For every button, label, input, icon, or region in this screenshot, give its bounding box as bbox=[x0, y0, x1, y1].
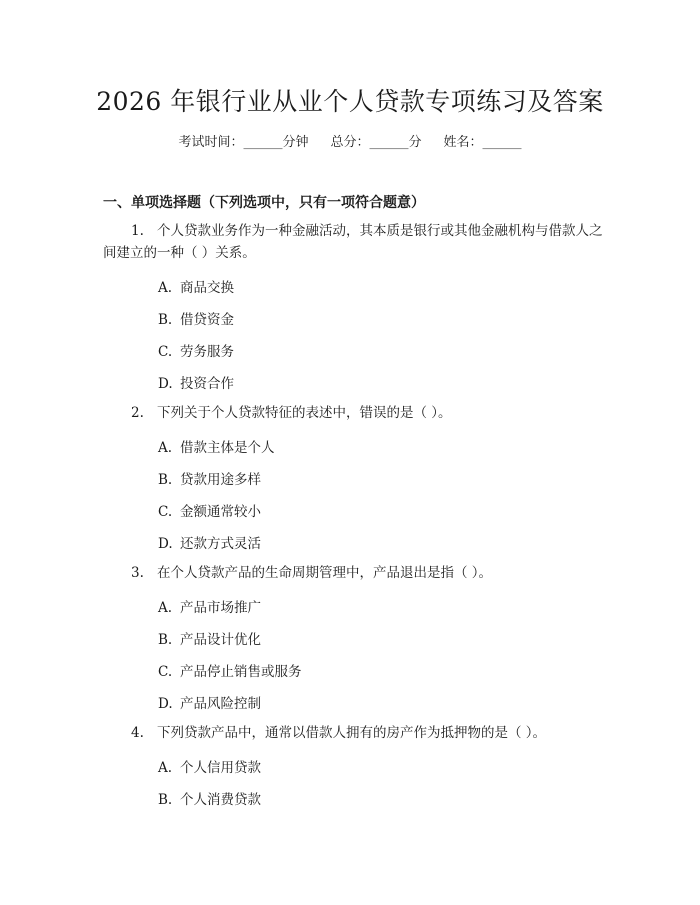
option-text: 个人信用贷款 bbox=[180, 760, 261, 776]
option-letter: D. bbox=[158, 376, 173, 392]
option-1d bbox=[158, 372, 234, 392]
option-letter: A. bbox=[158, 280, 173, 296]
question-4 bbox=[103, 722, 603, 744]
option-text: 贷款用途多样 bbox=[180, 472, 261, 488]
option-text: 借贷资金 bbox=[180, 312, 234, 328]
option-1a bbox=[158, 276, 234, 296]
question-3 bbox=[103, 562, 603, 584]
option-2c bbox=[158, 500, 261, 520]
option-letter: D. bbox=[158, 696, 173, 712]
question-text: 下列关于个人贷款特征的表述中，错误的是（ ）。 bbox=[157, 405, 452, 421]
option-3c bbox=[158, 660, 302, 680]
question-number: 3. bbox=[131, 565, 144, 581]
option-letter: A. bbox=[158, 600, 173, 616]
option-3b bbox=[158, 628, 261, 648]
option-letter: A. bbox=[158, 760, 173, 776]
question-number: 2. bbox=[131, 405, 144, 421]
option-2a bbox=[158, 436, 275, 456]
option-text: 劳务服务 bbox=[180, 344, 234, 360]
question-number: 1. bbox=[131, 223, 144, 239]
option-4b bbox=[158, 788, 261, 808]
question-1 bbox=[103, 220, 603, 264]
option-text: 借款主体是个人 bbox=[180, 440, 275, 456]
question-text: 在个人贷款产品的生命周期管理中，产品退出是指（ ）。 bbox=[157, 565, 493, 581]
option-2d bbox=[158, 532, 261, 552]
option-2b bbox=[158, 468, 261, 488]
option-1c bbox=[158, 340, 234, 360]
option-text: 产品停止销售或服务 bbox=[180, 664, 302, 680]
option-text: 产品风险控制 bbox=[180, 696, 261, 712]
option-letter: C. bbox=[158, 504, 173, 520]
exam-meta bbox=[0, 131, 700, 150]
option-letter: B. bbox=[158, 792, 173, 808]
section-heading: 一、单项选择题（下列选项中，只有一项符合题意） bbox=[103, 195, 425, 211]
option-letter: A. bbox=[158, 440, 173, 456]
option-text: 商品交换 bbox=[180, 280, 234, 296]
option-letter: B. bbox=[158, 312, 173, 328]
option-letter: D. bbox=[158, 536, 173, 552]
option-text: 个人消费贷款 bbox=[180, 792, 261, 808]
option-3d bbox=[158, 692, 261, 712]
option-letter: B. bbox=[158, 472, 173, 488]
option-letter: C. bbox=[158, 344, 173, 360]
option-text: 投资合作 bbox=[180, 376, 234, 392]
option-4a bbox=[158, 756, 261, 776]
exam-score: 总分：______分 bbox=[330, 135, 422, 150]
option-3a bbox=[158, 596, 261, 616]
option-1b bbox=[158, 308, 234, 328]
question-text: 下列贷款产品中，通常以借款人拥有的房产作为抵押物的是（ ）。 bbox=[157, 725, 547, 741]
exam-name: 姓名：______ bbox=[443, 135, 522, 150]
question-number: 4. bbox=[131, 725, 144, 741]
option-text: 产品设计优化 bbox=[180, 632, 261, 648]
question-text: 个人贷款业务作为一种金融活动，其本质是银行或其他金融机构与借款人之间建立的一种（ ）关系。 bbox=[103, 223, 603, 261]
option-text: 还款方式灵活 bbox=[180, 536, 261, 552]
document-title: 2026 年银行业从业个人贷款专项练习及答案 bbox=[96, 87, 604, 116]
exam-time: 考试时间：______分钟 bbox=[178, 135, 309, 150]
question-2 bbox=[103, 402, 603, 424]
option-letter: C. bbox=[158, 664, 173, 680]
option-text: 金额通常较小 bbox=[180, 504, 261, 520]
option-text: 产品市场推广 bbox=[180, 600, 261, 616]
option-letter: B. bbox=[158, 632, 173, 648]
